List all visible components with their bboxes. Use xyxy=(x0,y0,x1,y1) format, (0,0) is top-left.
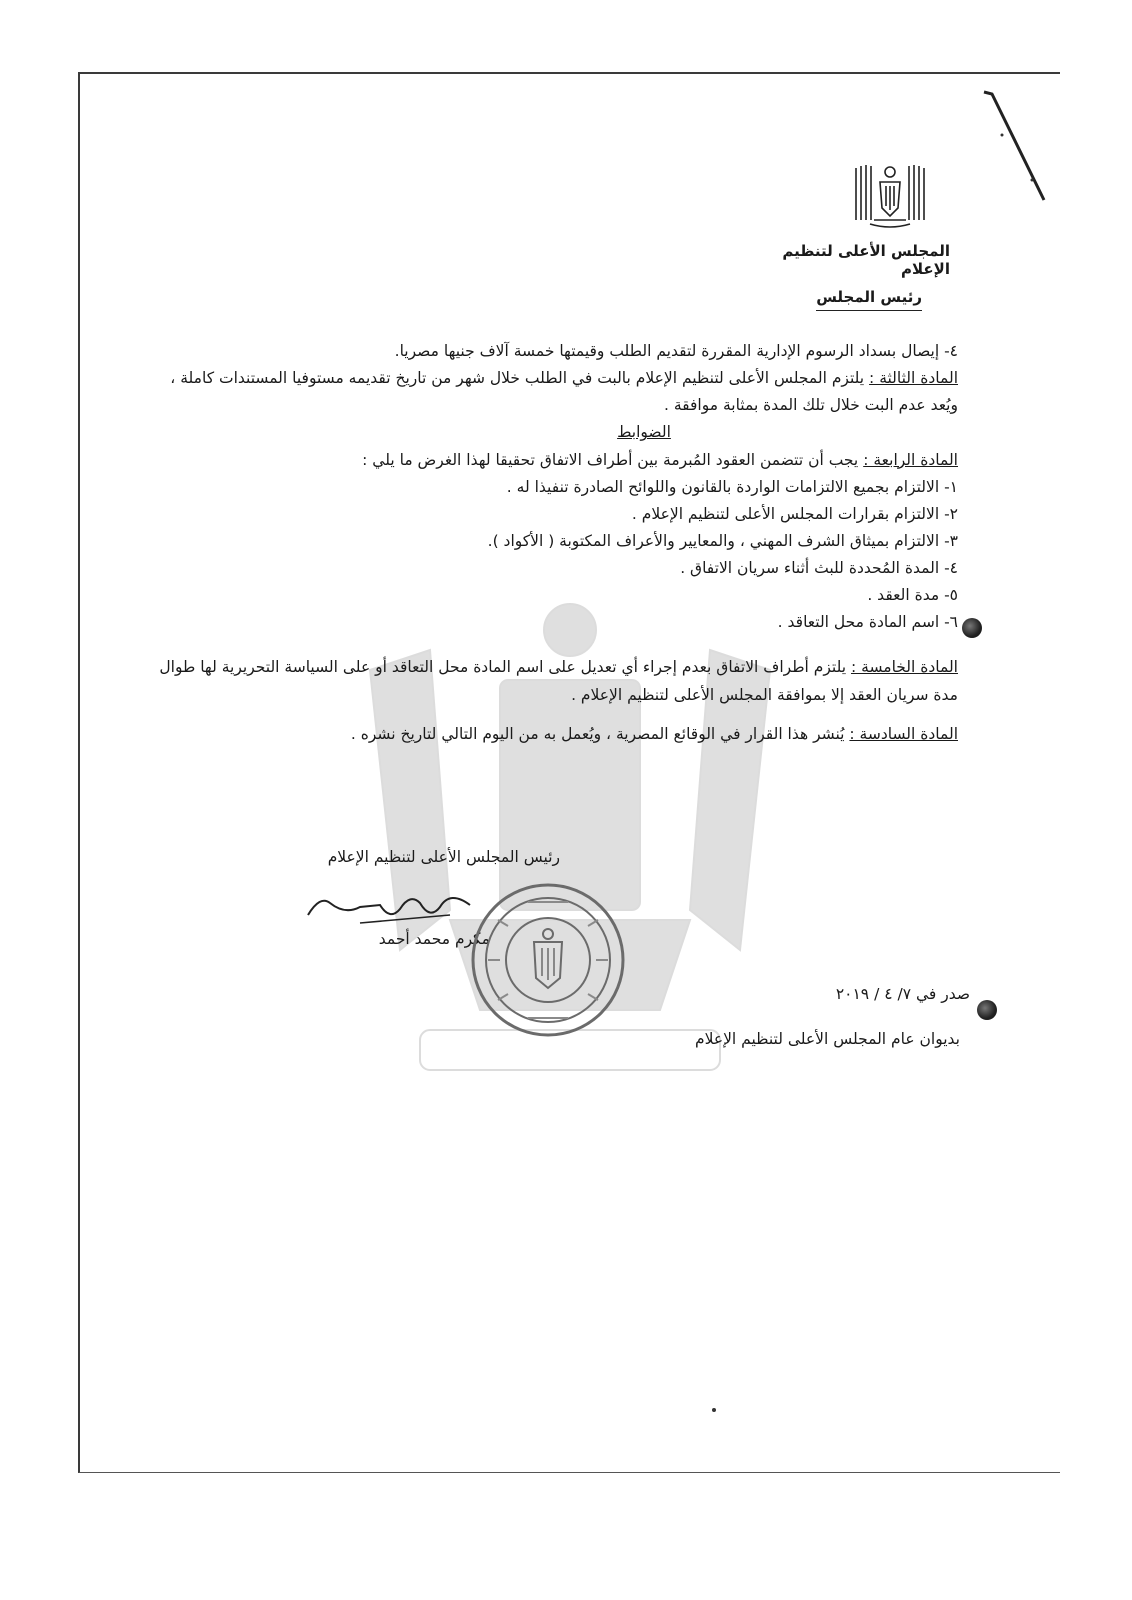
article-5 xyxy=(150,654,958,708)
article-4-text: يجب أن تتضمن العقود المُبرمة بين أطراف الاتفاق تحقيقا لهذا الغرض ما يلي : xyxy=(362,450,864,469)
signatory-name: مكرم محمد أحمد xyxy=(378,930,490,948)
list-item: ١- الالتزام بجميع الالتزامات الواردة بالقانون واللوائح الصادرة تنفيذا له . xyxy=(506,477,958,496)
org-name: المجلس الأعلى لتنظيم الإعلام xyxy=(782,242,950,278)
eagle-emblem-icon xyxy=(850,160,930,235)
handwritten-signature xyxy=(300,885,480,935)
punch-hole xyxy=(962,618,982,638)
ink-dot xyxy=(712,1408,716,1412)
article-6-label: المادة السادسة : xyxy=(849,724,958,743)
article-4-label: المادة الرابعة : xyxy=(863,450,958,469)
controls-heading-text: الضوابط xyxy=(617,423,671,442)
punch-hole xyxy=(977,1000,997,1020)
list-item: ٤- المدة المُحددة للبث أثناء سريان الاتفاق . xyxy=(680,559,958,577)
article-3-text: يلتزم المجلس الأعلى لتنظيم الإعلام بالبت في الطلب خلال شهر من تاريخ تقديمه مستوفيا المستندات كاملة ، ويُعد عدم البت خلال تلك المدة بمثابة موافقة . xyxy=(170,369,958,415)
list-item: ٣- الالتزام بميثاق الشرف المهني ، والمعايير والأعراف المكتوبة ( الأكواد ). xyxy=(487,531,958,550)
article-4 xyxy=(150,447,958,474)
article-5-text: يلتزم أطراف الاتفاق بعدم إجراء أي تعديل على اسم المادة محل التعاقد أو على السياسة التحريرية لها طوال مدة سريان العقد إلا بموافقة المجلس الأعلى لتنظيم الإعلام . xyxy=(159,658,958,704)
requirement-item-4: ٤- إيصال بسداد الرسوم الإدارية المقررة لتقديم الطلب وقيمتها خمسة آلاف جنيها مصريا. xyxy=(394,342,958,360)
signatory-title: رئيس المجلس الأعلى لتنظيم الإعلام xyxy=(327,848,560,866)
letterhead-title: رئيس المجلس xyxy=(816,288,922,311)
article-6-text: يُنشر هذا القرار في الوقائع المصرية ، ويُعمل به من اليوم التالي لتاريخ نشره . xyxy=(350,724,850,743)
spacer xyxy=(150,636,958,654)
article-5-label: المادة الخامسة : xyxy=(850,658,958,677)
list-item: ٢- الالتزام بقرارات المجلس الأعلى لتنظيم الإعلام . xyxy=(631,504,958,523)
corner-pen-stroke xyxy=(982,90,1052,210)
letterhead xyxy=(780,242,950,311)
article-3-label: المادة الثالثة : xyxy=(869,369,958,388)
official-seal-icon xyxy=(468,880,628,1040)
article-3 xyxy=(150,365,958,419)
list-item: ٦- اسم المادة محل التعاقد . xyxy=(777,613,958,632)
list-item: ٥- مدة العقد . xyxy=(867,586,958,605)
decree-body xyxy=(150,338,958,748)
spacer xyxy=(150,709,958,721)
issue-place: بديوان عام المجلس الأعلى لتنظيم الإعلام xyxy=(694,1030,960,1048)
issue-date: صدر في ٧/ ٤ / ٢٠١٩ xyxy=(835,985,970,1003)
article-6 xyxy=(150,721,958,748)
controls-heading xyxy=(150,419,958,446)
